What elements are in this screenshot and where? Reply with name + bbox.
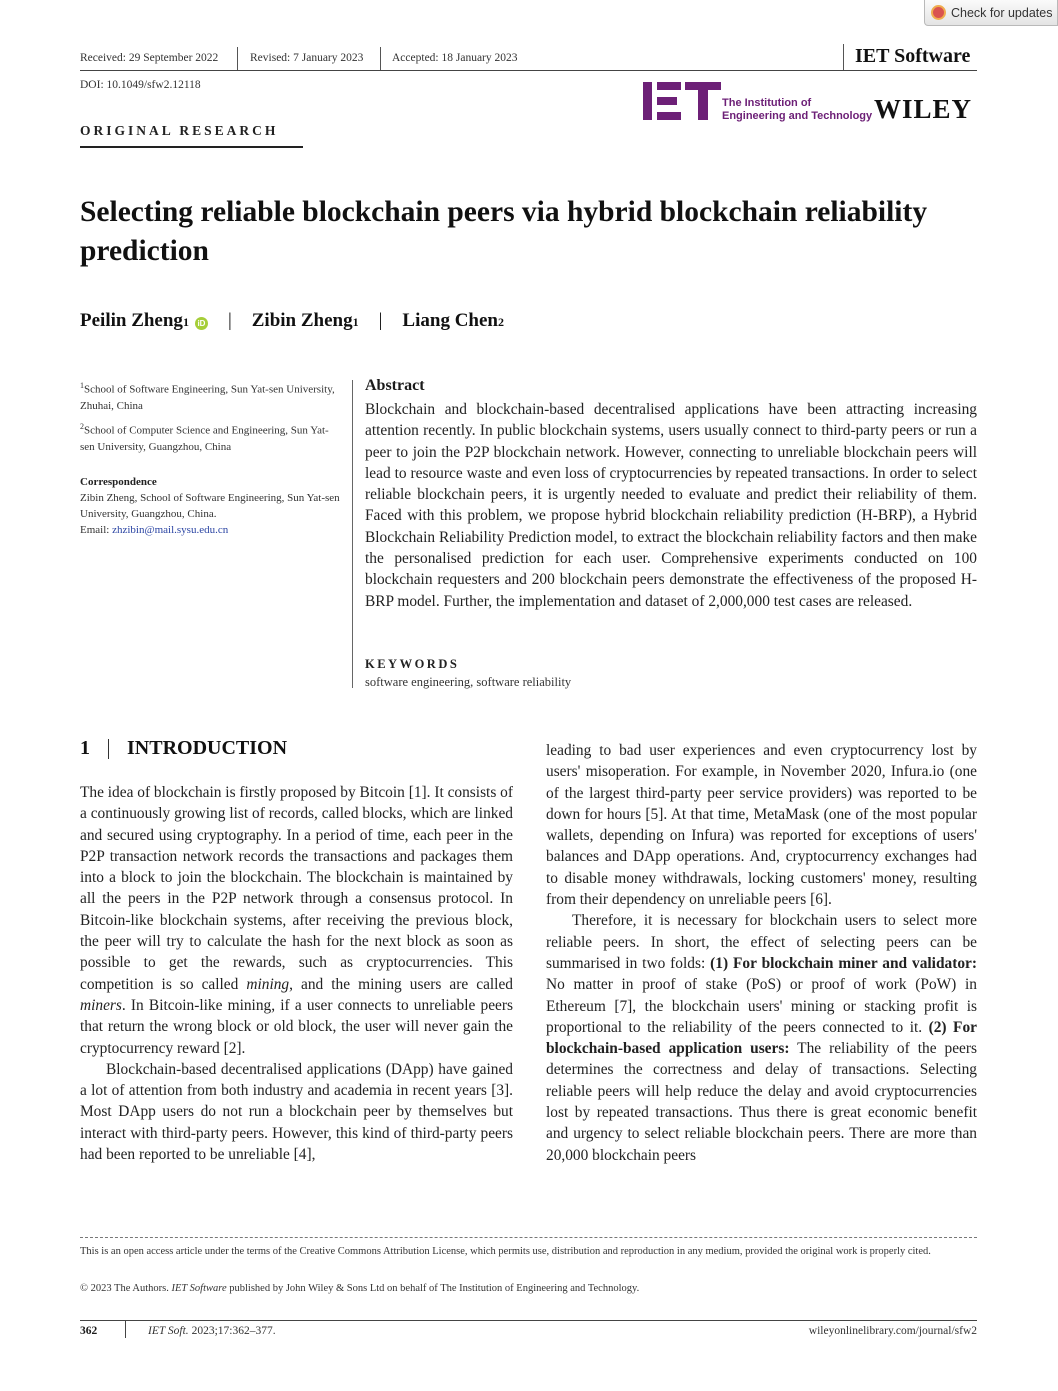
doi: DOI: 10.1049/sfw2.12118 <box>80 79 201 91</box>
author-name: Peilin Zheng <box>80 310 183 331</box>
iet-name <box>722 97 872 123</box>
affiliation-1 <box>80 378 342 414</box>
section-heading <box>80 737 287 760</box>
revised-date: Revised: 7 January 2023 <box>250 52 364 64</box>
citation-journal: IET Soft. <box>148 1325 189 1337</box>
citation-details: 2023;17:362–377. <box>188 1325 276 1337</box>
body-column-right <box>546 740 977 1166</box>
author-list <box>80 310 504 332</box>
iet-name-line1: The Institution of <box>722 97 812 109</box>
accepted-date: Accepted: 18 January 2023 <box>392 52 518 64</box>
author-affiliation: 1 <box>182 315 189 329</box>
emphasis-text: mining <box>246 975 290 993</box>
paragraph: leading to bad user experiences and even cryptocurrency lost by users' misoperation. For example, in November 2020, Infura.io (one of the largest third-party peer service providers) was reported to be down for hours [5]. At that time, MetaMask (one of the most popular wallets, depending on Infura) was reported for exceptions of users' balances and DApp operations. And, cryptocurrency exchanges had to disable money withdrawals, locking customers' money, resulting from their dependency on unreliable peers [6]. <box>546 742 977 909</box>
orcid-icon[interactable]: iD <box>195 317 208 330</box>
affiliation-2 <box>80 419 342 455</box>
author-separator: | <box>227 310 232 331</box>
journal-name: IET Software <box>855 45 971 67</box>
copyright-text <box>80 1281 977 1296</box>
check-for-updates-button[interactable] <box>924 0 1058 26</box>
article-type: ORIGINAL RESEARCH <box>80 123 279 138</box>
correspondence-heading: Correspondence <box>80 476 157 488</box>
bold-text: (1) For blockchain miner and validator: <box>710 954 977 972</box>
paragraph-text: The idea of blockchain is firstly proposed by Bitcoin [1]. It consists of a continuously growing list of records, called blocks, which are linked and secured using cryptography. In a period of time, each peer in the P2P transaction network records the transactions and packages them into a block to join the blockchain. The blockchain is maintained by all the peers in the P2P network through a consensus protocol. In Bitcoin-like blockchain systems, after receiving the previous block, the peer will try to calculate the hash for the next block as soon as possible to get the rewards, such as cryptocurrencies. This competition is so called <box>80 784 513 993</box>
iet-logo <box>643 82 721 125</box>
paragraph <box>546 910 977 1166</box>
section-number: 1 <box>80 737 90 759</box>
affiliation-text: School of Computer Science and Engineering, Sun Yat-sen University, Guangzhou, China <box>80 424 329 453</box>
correspondence-text: Zibin Zheng, School of Software Engineering, Sun Yat-sen University, Guangzhou, China. <box>80 492 340 520</box>
emphasis-text: miners <box>80 996 122 1014</box>
header-divider <box>843 44 844 71</box>
paragraph-text: The reliability of the peers determines the correctness and delay of transactions. Selecting reliable peers will help reduce the delay and avoid cryptocurrencies lost by repeated transactions. Thus there is great economic benefit and urgency to select reliable blockchain peers. There are more than 20,000 blockchain peers <box>546 1040 977 1164</box>
abstract-heading: Abstract <box>365 377 425 394</box>
abstract-text: Blockchain and blockchain-based decentralised applications have been attracting increasing attention recently. In public blockchain systems, users usually connect to third-party peers or run a peer to join the P2P blockchain network. However, connecting to unreliable blockchain peers will lead to resource waste and even loss of cryptocurrencies by repeated transactions. In order to select reliable blockchain peers, it is urgently needed to evaluate and predict their reliability of them. Faced with this problem, we propose hybrid blockchain reliability prediction (H-BRP), a Hybrid Blockchain Reliability Prediction model, to extract the blockchain reliability factors and then make the personalised prediction for each user. Comprehensive experiments conducted on 100 blockchain requesters and 200 blockchain peers demonstrate the effectiveness of the proposed H-BRP model. Further, the implementation and dataset of 2,000,000 test cases are released. <box>365 401 977 610</box>
received-date: Received: 29 September 2022 <box>80 52 219 64</box>
header-rule <box>80 70 977 71</box>
author-name: Liang Chen <box>402 310 498 331</box>
wiley-logo: WILEY <box>874 94 973 124</box>
citation <box>148 1325 276 1337</box>
copyright-prefix: © 2023 The Authors. <box>80 1283 172 1294</box>
email-label: Email: <box>80 524 110 536</box>
section-heading-divider <box>108 739 109 759</box>
article-type-underline <box>80 146 303 148</box>
crossmark-icon <box>931 5 946 20</box>
paragraph-text: No matter in proof of stake (PoS) or proof of work (PoW) in Ethereum [7], the blockchain users' mining or stacking profit is proportional to the reliability of the peers connected to it. <box>546 976 977 1036</box>
body-column-left <box>80 782 513 1165</box>
keywords-heading: KEYWORDS <box>365 657 460 671</box>
correspondence-block <box>80 474 342 538</box>
author-affiliation: 2 <box>497 315 504 329</box>
header-divider <box>237 47 238 71</box>
page-number: 362 <box>80 1325 98 1337</box>
copyright-suffix: published by John Wiley & Sons Ltd on behalf of The Institution of Engineering and Technology. <box>226 1283 640 1294</box>
footer-rule <box>80 1320 977 1321</box>
bold-text: (2) For blockchain-based application users: <box>546 1018 977 1058</box>
affiliation-text: School of Software Engineering, Sun Yat-sen University, Zhuhai, China <box>80 383 335 412</box>
section-title: INTRODUCTION <box>127 737 288 759</box>
journal-url[interactable]: wileyonlinelibrary.com/journal/sfw2 <box>808 1325 977 1337</box>
paragraph-text: Therefore, it is necessary for blockchain users to select more reliable peers. In short, the effect of selecting peers can be summarised in two folds: <box>546 912 977 972</box>
footer-divider <box>125 1320 126 1338</box>
paper-title: Selecting reliable blockchain peers via hybrid blockchain reliability prediction <box>80 196 928 267</box>
affiliation-number: 1 <box>80 381 84 390</box>
author-name: Zibin Zheng <box>251 310 353 331</box>
iet-name-line2: Engineering and Technology <box>722 110 873 122</box>
keywords-text: software engineering, software reliability <box>365 675 572 689</box>
iet-logo-mark <box>643 82 721 120</box>
email-link[interactable]: zhzibin@mail.sysu.edu.cn <box>112 524 229 536</box>
footnote-divider <box>80 1237 977 1238</box>
paragraph-text: , and the mining users are called <box>289 975 513 993</box>
paragraph <box>80 782 513 1059</box>
license-text: This is an open access article under the terms of the Creative Commons Attribution License, which permits use, distribution and reproduction in any medium, provided the original work is properly cited. <box>80 1246 931 1257</box>
author-affiliation: 1 <box>352 315 359 329</box>
copyright-journal: IET Software <box>171 1283 227 1294</box>
check-for-updates-label: Check for updates <box>951 5 1053 20</box>
affiliation-number: 2 <box>80 422 84 431</box>
paragraph: Blockchain-based decentralised applications (DApp) have gained a lot of attention from both industry and academia in recent years [3]. Most DApp users do not run a blockchain peer by themselves but interact with third-party peers. However, this kind of third-party peers had been reported to be unreliable [4], <box>80 1060 513 1164</box>
author-separator: | <box>378 310 383 331</box>
header-divider <box>380 47 381 71</box>
abstract-divider <box>352 380 353 688</box>
paragraph-text: . In Bitcoin-like mining, if a user connects to unreliable peers that return the wrong block or old block, the user will never gain the cryptocurrency reward [2]. <box>80 996 513 1057</box>
